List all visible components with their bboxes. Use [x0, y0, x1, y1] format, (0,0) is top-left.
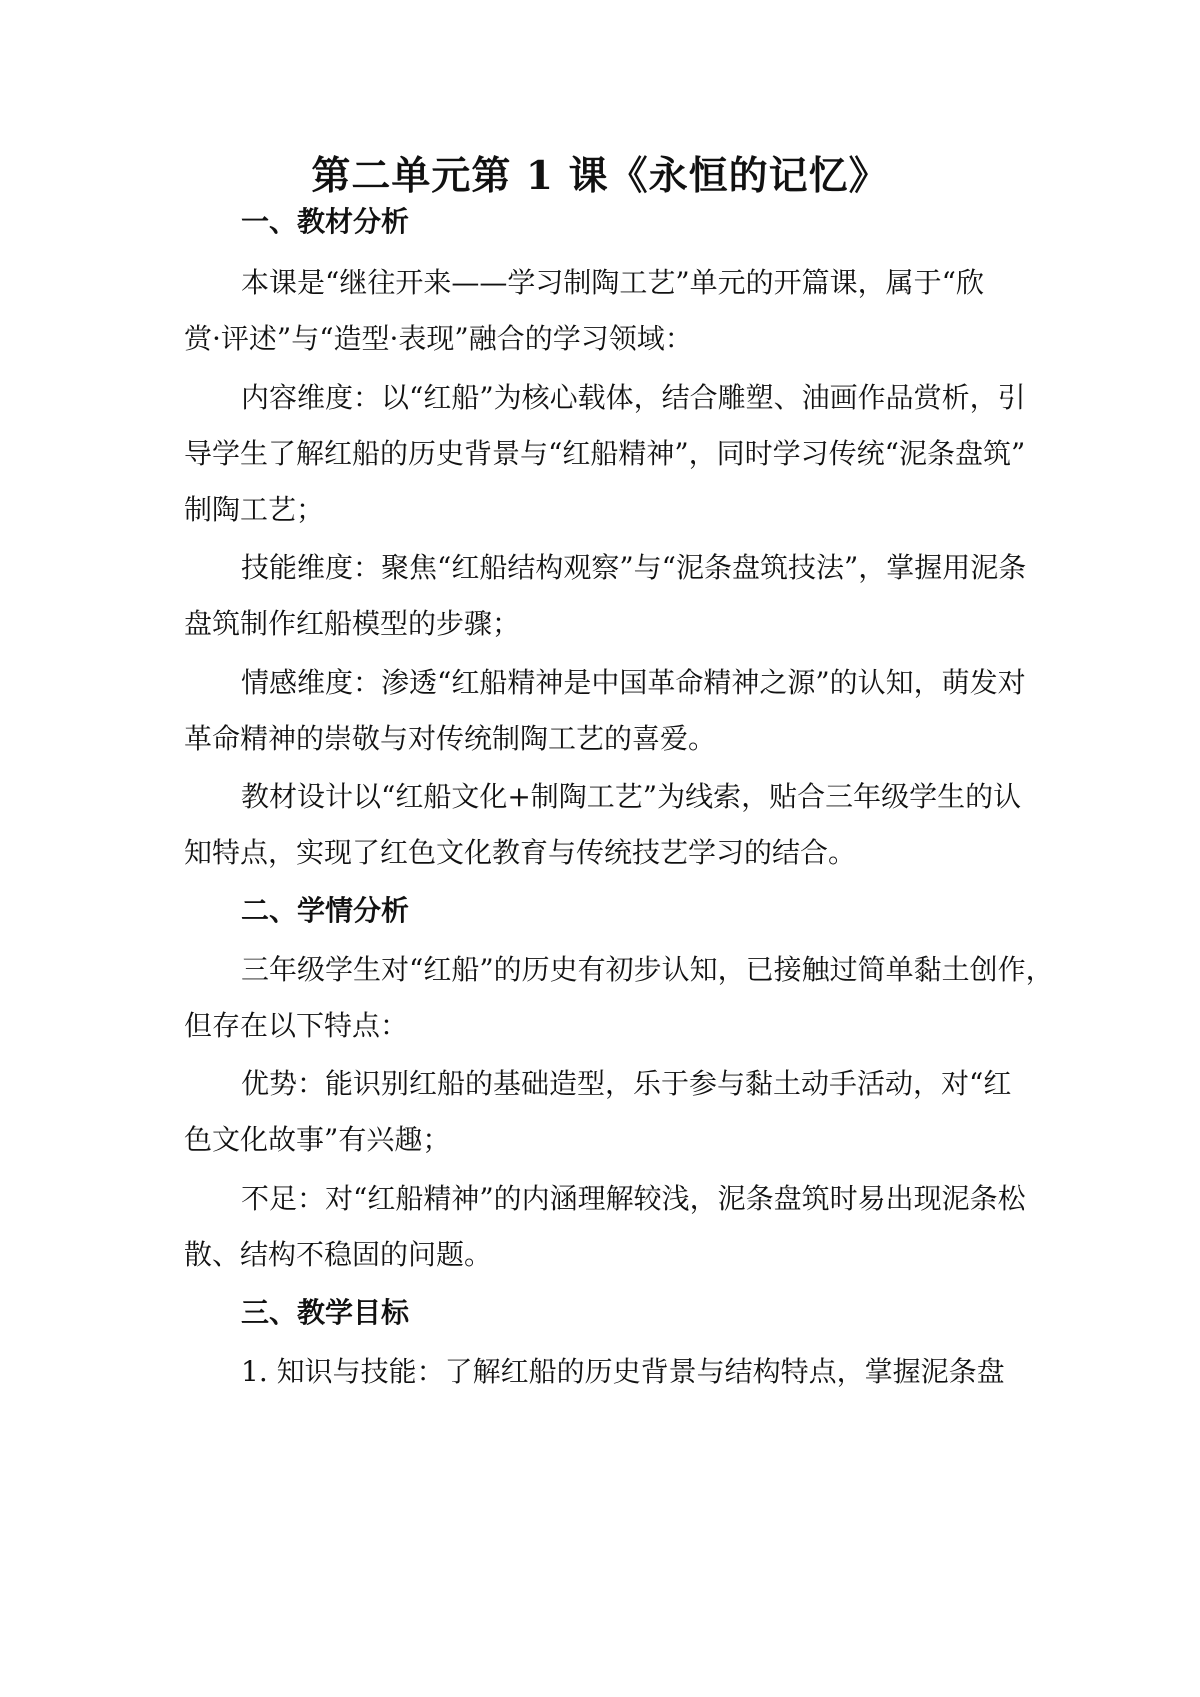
section-heading-teaching-objectives: 三、教学目标 — [241, 1296, 410, 1329]
section-heading-textbook-analysis: 一、教材分析 — [241, 205, 410, 238]
paragraph-line: 技能维度：聚焦“红船结构观察”与“泥条盘筑技法”，掌握用泥条 — [241, 551, 1027, 584]
section-heading-learner-analysis: 二、学情分析 — [241, 894, 410, 927]
paragraph-line: 1. 知识与技能：了解红船的历史背景与结构特点，掌握泥条盘 — [241, 1355, 1005, 1388]
paragraph-line: 赏·评述”与“造型·表现”融合的学习领域： — [184, 322, 693, 355]
paragraph-line: 色文化故事”有兴趣； — [184, 1123, 451, 1156]
paragraph-line: 知特点，实现了红色文化教育与传统技艺学习的结合。 — [184, 836, 857, 869]
paragraph-line: 优势：能识别红船的基础造型，乐于参与黏土动手活动，对“红 — [241, 1067, 1012, 1100]
paragraph-line: 盘筑制作红船模型的步骤； — [184, 607, 521, 640]
document-title: 第二单元第 1 课《永恒的记忆》 — [311, 153, 889, 199]
paragraph-line: 制陶工艺； — [184, 493, 325, 526]
paragraph-line: 导学生了解红船的历史背景与“红船精神”，同时学习传统“泥条盘筑” — [184, 437, 1026, 470]
paragraph-line: 教材设计以“红船文化+制陶工艺”为线索，贴合三年级学生的认 — [241, 780, 1022, 813]
paragraph-line: 不足：对“红船精神”的内涵理解较浅，泥条盘筑时易出现泥条松 — [241, 1182, 1026, 1215]
paragraph-line: 但存在以下特点： — [184, 1009, 409, 1042]
paragraph-line: 内容维度：以“红船”为核心载体，结合雕塑、油画作品赏析，引 — [241, 381, 1026, 414]
paragraph-line: 三年级学生对“红船”的历史有初步认知，已接触过简单黏土创作， — [241, 953, 1054, 986]
paragraph-line: 革命精神的崇敬与对传统制陶工艺的喜爱。 — [184, 722, 717, 755]
paragraph-line: 散、结构不稳固的问题。 — [184, 1238, 493, 1271]
paragraph-line: 本课是“继往开来——学习制陶工艺”单元的开篇课，属于“欣 — [241, 266, 984, 299]
paragraph-line: 情感维度：渗透“红船精神是中国革命精神之源”的认知，萌发对 — [241, 666, 1026, 699]
